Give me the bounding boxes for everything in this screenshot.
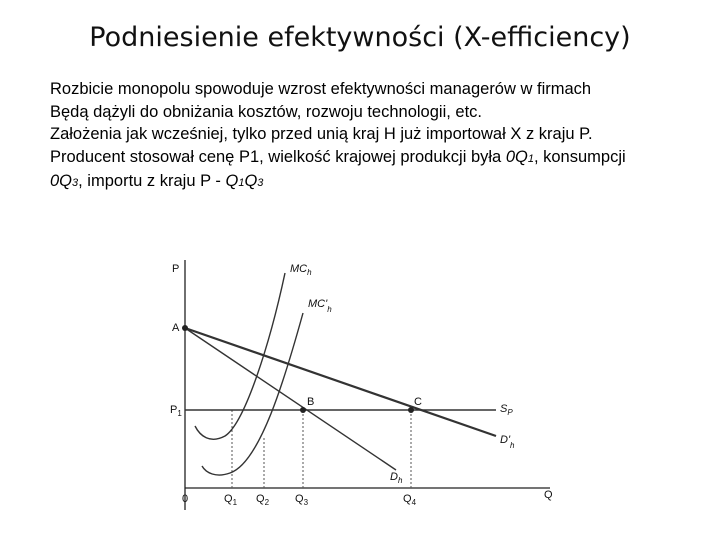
economics-diagram: [150, 248, 570, 523]
point-c-label: C: [414, 396, 422, 408]
body-line-5-q3: Q: [244, 172, 258, 190]
tick-q1-sub: 1: [232, 498, 238, 507]
point-b-label: B: [307, 396, 315, 408]
body-line-4-tail: , konsumpcji: [533, 147, 626, 166]
sp-main: S: [500, 403, 508, 415]
mcph-curve: [202, 313, 303, 475]
tick-q1: [224, 493, 238, 507]
sp-label: [500, 403, 513, 417]
tick-q4-sub: 4: [411, 498, 417, 507]
mch-curve: [195, 273, 285, 439]
body-line-3: Założenia jak wcześniej, tylko przed unią kraj H już importował X z kraju P.: [50, 125, 593, 143]
point-a: [182, 325, 188, 331]
p1-label: [170, 404, 182, 418]
dph-sub: h: [510, 441, 515, 450]
tick-q3-sub: 3: [303, 498, 309, 507]
tick-q2-main: Q: [256, 493, 265, 505]
body-line-5-q1: Q: [225, 172, 239, 190]
mch-main: MC: [290, 263, 308, 275]
p1-sub: 1: [177, 409, 182, 418]
dh-main: D: [390, 471, 398, 483]
tick-q2-sub: 2: [264, 498, 270, 507]
dph-main: D': [500, 434, 511, 446]
tick-q2: [256, 493, 270, 507]
p1-main: P: [170, 404, 178, 416]
dh-sub: h: [397, 476, 403, 485]
mcph-label: [308, 298, 332, 314]
body-line-4-q: 0Q: [505, 147, 528, 166]
tick-q3: [295, 493, 309, 507]
body-line-5-q1-sub: 1: [238, 177, 245, 189]
body-line-5-q3-sub: 3: [257, 177, 264, 189]
point-a-label: A: [172, 322, 180, 334]
point-b: [300, 407, 306, 413]
dh-label: [390, 471, 403, 485]
body-line-5: [50, 170, 700, 195]
body-line-5-q-sub: 3: [72, 177, 79, 189]
mch-label: [290, 263, 312, 277]
dph-label: [500, 434, 515, 450]
mch-sub: h: [307, 268, 312, 277]
sp-sub: P: [507, 408, 513, 417]
y-axis-label: P: [172, 263, 180, 275]
slide-title: Podniesienie efektywności (X-efficiency): [89, 22, 631, 53]
body-line-4-text: Producent stosował cenę P1, wielkość krajowej produkcji była: [50, 147, 506, 166]
slide-body: [50, 78, 700, 195]
tick-q4: [403, 493, 417, 507]
body-line-5-q: 0Q: [50, 172, 73, 190]
body-line-5-text: , importu z kraju P -: [78, 172, 226, 190]
origin-label: 0: [182, 493, 189, 505]
tick-q1-main: Q: [224, 493, 233, 505]
mcph-sub: h: [327, 305, 332, 314]
body-line-4-q-sub: 1: [527, 152, 534, 165]
mcph-main: MC': [308, 298, 328, 310]
tick-q3-main: Q: [295, 493, 304, 505]
body-line-2: Będą dążyli do obniżania kosztów, rozwoju technologii, etc.: [50, 102, 483, 121]
body-line-4: [50, 146, 700, 171]
tick-q4-main: Q: [403, 493, 412, 505]
body-line-1: Rozbicie monopolu spowoduje wzrost efektywności managerów w firmach: [50, 80, 592, 98]
dh-curve: [185, 328, 396, 470]
x-axis-label: Q: [544, 489, 553, 501]
